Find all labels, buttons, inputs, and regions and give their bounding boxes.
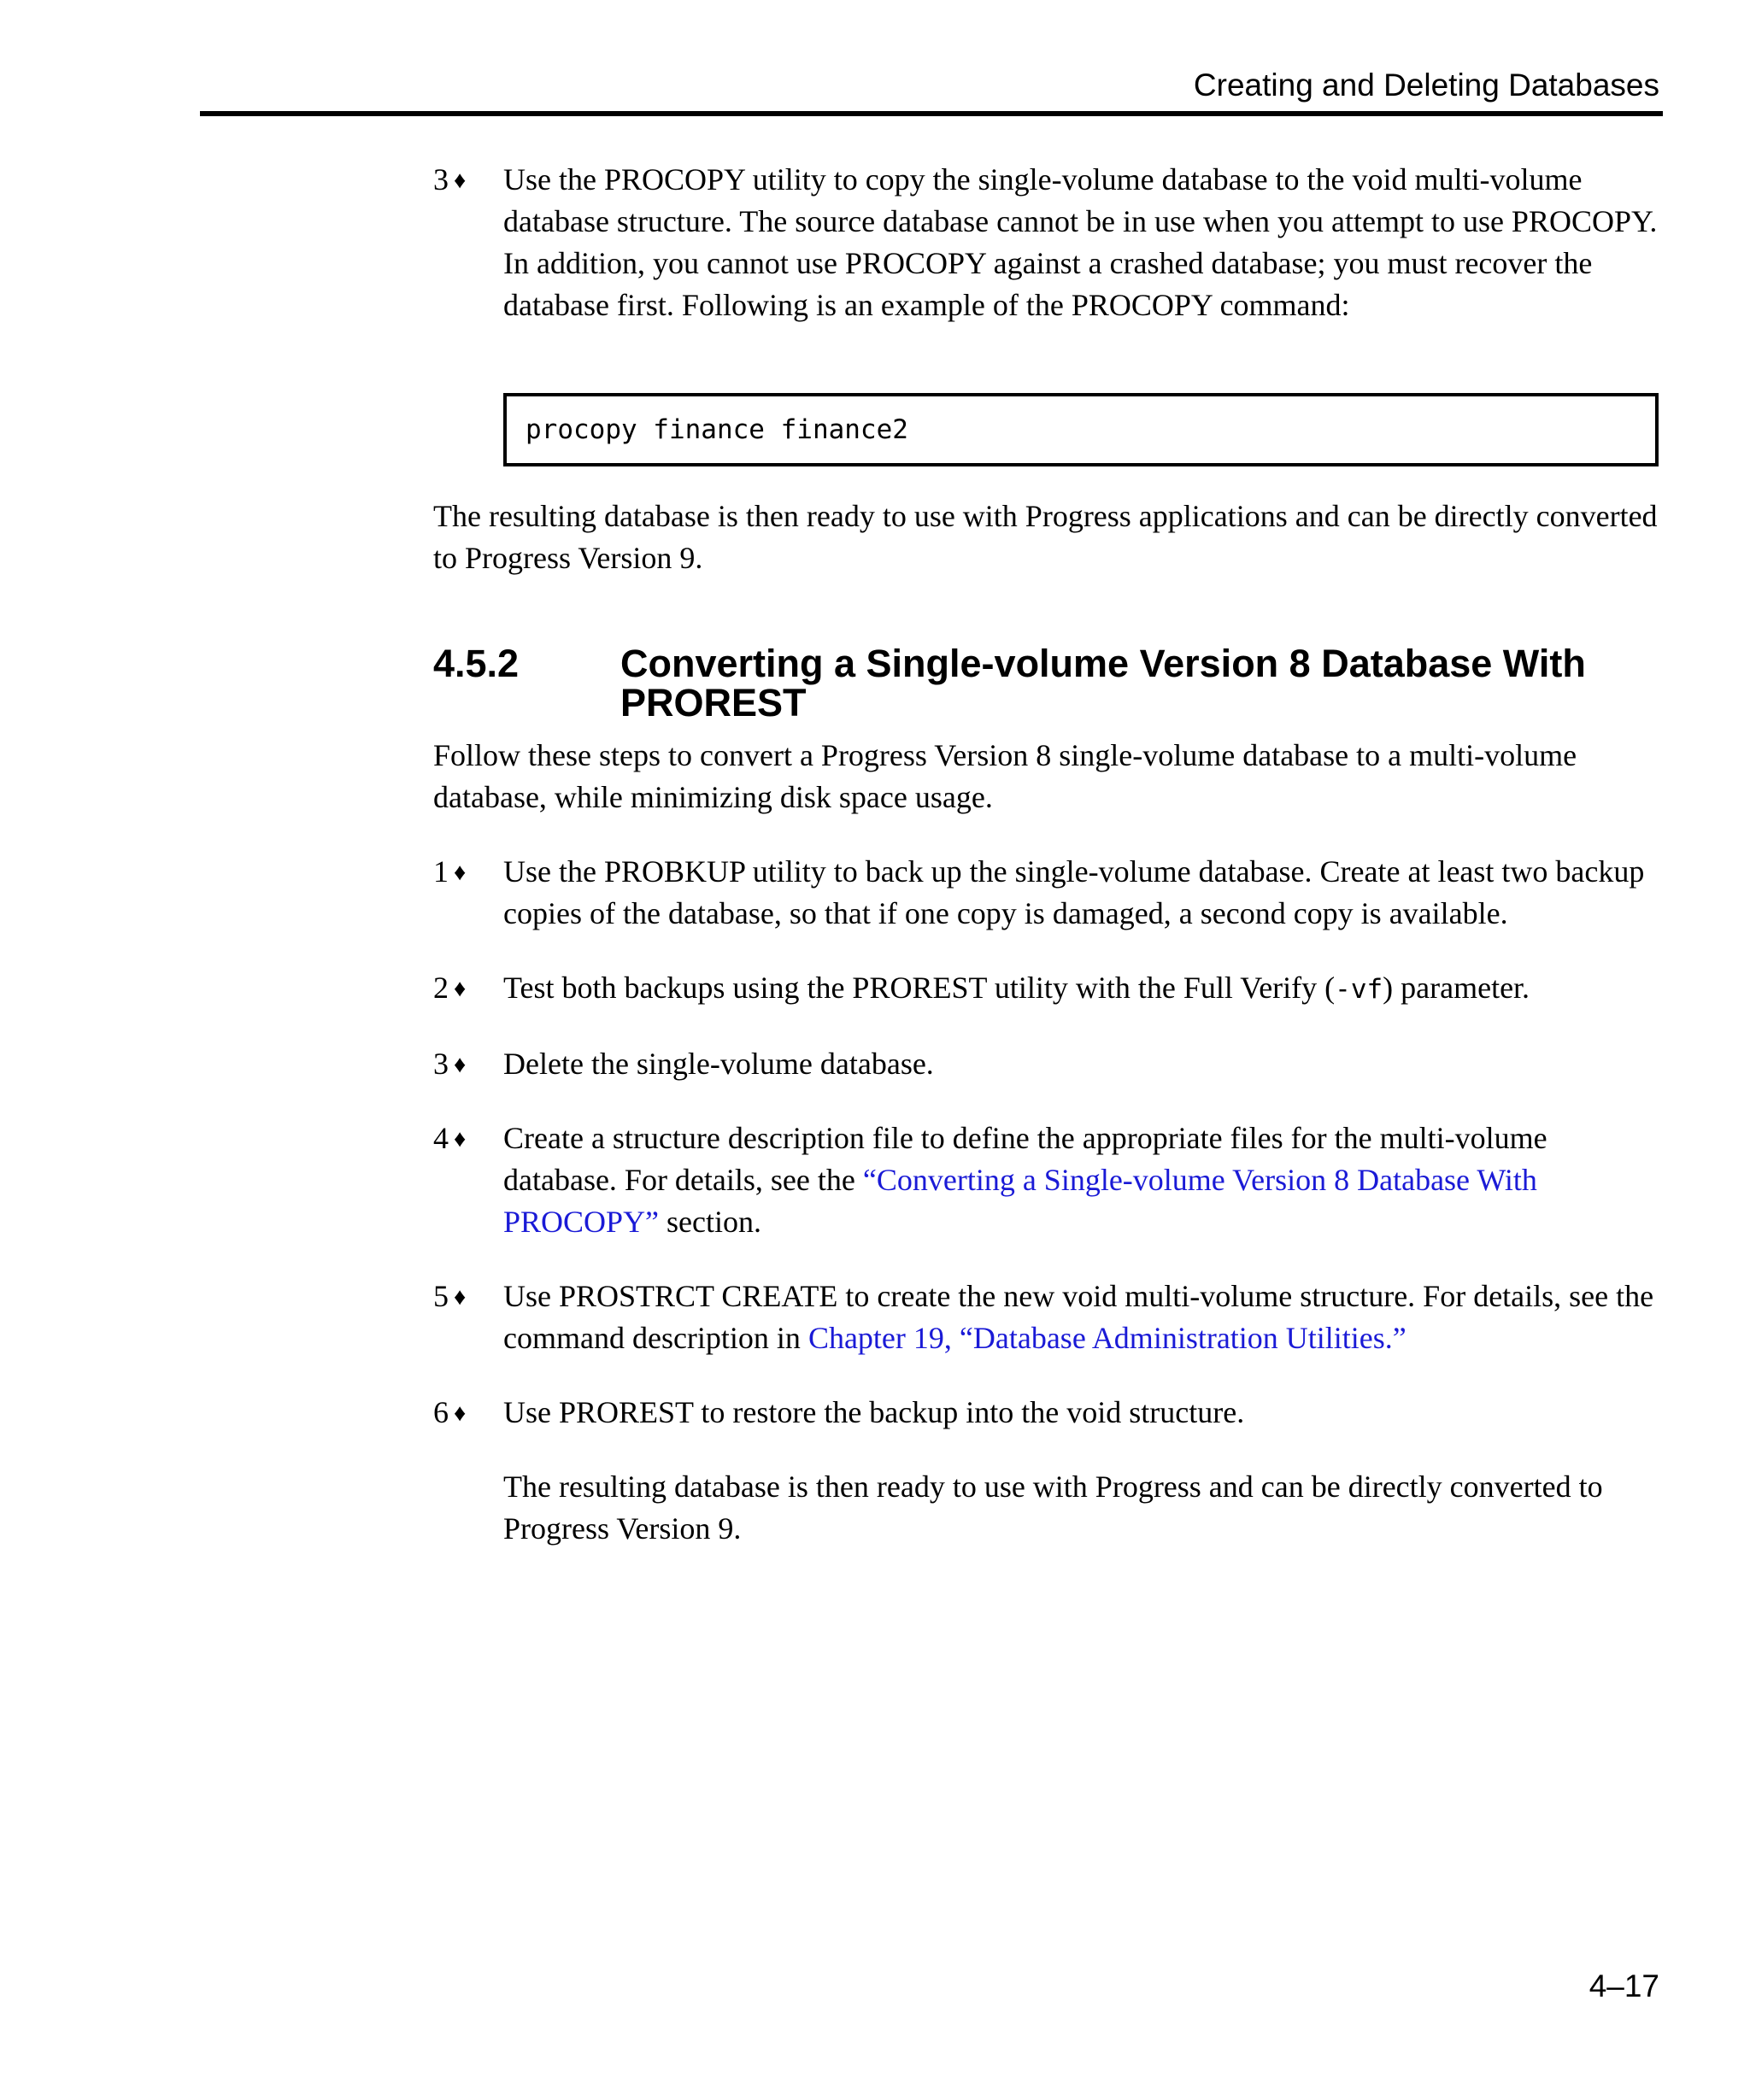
code-example: procopy finance finance2 bbox=[526, 414, 908, 445]
step-number: 3 bbox=[433, 1047, 449, 1081]
list-item-step-4 bbox=[433, 1117, 1664, 1243]
list-item-step-6 bbox=[433, 1392, 1664, 1434]
step-marker bbox=[433, 159, 466, 203]
running-header: Creating and Deleting Databases bbox=[1193, 67, 1659, 103]
result-paragraph: The resulting database is then ready to use with Progress applications and can be directly converted to Progress Version 9. bbox=[433, 499, 1658, 575]
step-marker bbox=[433, 1392, 466, 1436]
list-item-step-3 bbox=[433, 1043, 1664, 1085]
intro-paragraph: Follow these steps to convert a Progress Version 8 single-volume database to a multi-volume database, while minimizing disk space usage. bbox=[433, 738, 1577, 814]
step-number: 6 bbox=[433, 1395, 449, 1429]
list-item-step-1 bbox=[433, 851, 1664, 935]
diamond-bullet-icon: ♦ bbox=[454, 1126, 467, 1153]
step-marker bbox=[433, 1117, 466, 1162]
diamond-bullet-icon: ♦ bbox=[454, 1284, 467, 1311]
step-number: 3 bbox=[433, 162, 449, 197]
step-text: ) parameter. bbox=[1383, 971, 1530, 1005]
section-heading bbox=[433, 644, 1664, 723]
step-text: Create a structure description file to define the appropriate files for the multi-volume database. For details, see the bbox=[503, 1121, 1547, 1197]
result-paragraph: The resulting database is then ready to use with Progress and can be directly converted to Progress Version 9. bbox=[503, 1469, 1603, 1546]
step-text: Use PROREST to restore the backup into the void structure. bbox=[503, 1395, 1245, 1429]
list-item-step-5 bbox=[433, 1276, 1664, 1359]
step-marker bbox=[433, 851, 466, 895]
step-number: 4 bbox=[433, 1121, 449, 1155]
diamond-bullet-icon: ♦ bbox=[454, 1400, 467, 1427]
step-text: Test both backups using the PROREST utility with the Full Verify ( bbox=[503, 971, 1336, 1005]
step-text: Delete the single-volume database. bbox=[503, 1047, 934, 1081]
step-marker bbox=[433, 1276, 466, 1320]
step-marker bbox=[433, 967, 466, 1012]
diamond-bullet-icon: ♦ bbox=[454, 859, 467, 886]
diamond-bullet-icon: ♦ bbox=[454, 167, 467, 194]
step-marker bbox=[433, 1043, 466, 1088]
step-text: Use the PROBKUP utility to back up the single-volume database. Create at least two backup copies of the database, so that if one copy is damaged, a second copy is available. bbox=[503, 854, 1645, 930]
page-number: 4–17 bbox=[1589, 1968, 1659, 2003]
step-text: section. bbox=[659, 1205, 762, 1239]
page-body bbox=[433, 159, 1664, 1550]
step-number: 5 bbox=[433, 1279, 449, 1313]
cross-reference-link[interactable]: “Converting a Single-volume Version 8 Database With PROCOPY” bbox=[503, 1163, 1537, 1239]
code-example-box bbox=[503, 393, 1659, 466]
step-number: 2 bbox=[433, 971, 449, 1005]
diamond-bullet-icon: ♦ bbox=[454, 976, 467, 1002]
step-number: 1 bbox=[433, 854, 449, 889]
inline-code: -vf bbox=[1335, 974, 1383, 1005]
diamond-bullet-icon: ♦ bbox=[454, 1052, 467, 1078]
list-item-step-3-procopy bbox=[433, 159, 1664, 326]
list-item-step-2 bbox=[433, 967, 1664, 1011]
section-number: 4.5.2 bbox=[433, 642, 520, 685]
section-title: Converting a Single-volume Version 8 Database With PROREST bbox=[620, 642, 1586, 724]
header-rule bbox=[200, 111, 1663, 116]
step-text: Use PROSTRCT CREATE to create the new void multi-volume structure. For details, see the command description in bbox=[503, 1279, 1654, 1355]
chapter-link[interactable]: Chapter 19, “Database Administration Utilities.” bbox=[807, 1321, 1406, 1355]
step-text: Use the PROCOPY utility to copy the single-volume database to the void multi-volume database structure. The source database cannot be in use when you attempt to use PROCOPY. In addition, you cannot use PROCOPY against a crashed database; you must recover the database first. Following is an example of the PROCOPY command: bbox=[503, 162, 1658, 322]
